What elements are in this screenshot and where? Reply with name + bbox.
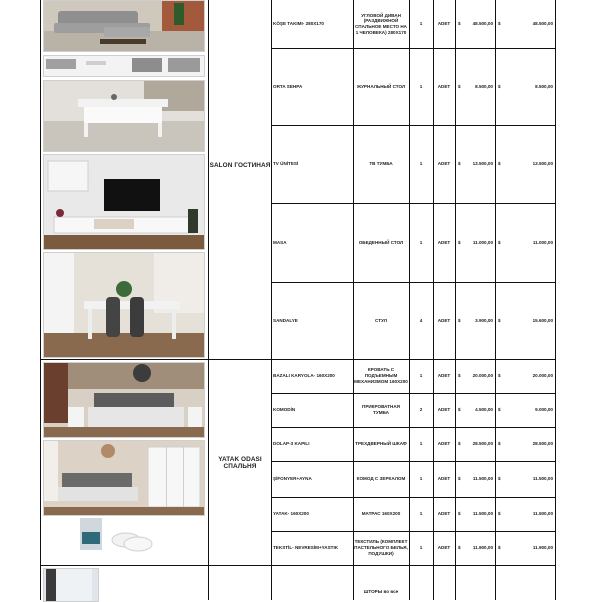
item-quantity: 1 xyxy=(419,83,423,89)
grid-line xyxy=(495,0,496,600)
unit-price: 11.000,00 xyxy=(472,239,493,245)
item-code: SANDALYE xyxy=(273,317,298,323)
item-quantity: 1 xyxy=(419,476,423,482)
unit-price: 48.500,00 xyxy=(472,21,493,27)
category-label: YATAK ODASI xyxy=(218,456,262,463)
total-currency: $ xyxy=(498,511,501,517)
price-currency: $ xyxy=(458,407,461,413)
item-description: ШТОРЫ во все xyxy=(363,589,399,595)
category-yatak xyxy=(209,448,271,478)
item-code: ORTA SEHPA xyxy=(273,83,303,89)
price-currency: $ xyxy=(458,373,461,379)
item-code: DOLAP-3 KAPILI xyxy=(273,441,310,447)
total-currency: $ xyxy=(498,545,501,551)
item-quantity: 2 xyxy=(419,407,423,413)
total-currency: $ xyxy=(498,441,501,447)
price-currency: $ xyxy=(458,21,461,27)
category-label: SALON ГОСТИНАЯ xyxy=(209,161,271,169)
item-description: ТРЕХДВЕРНЫЙ ШКАФ xyxy=(355,441,407,447)
item-description: ТЕКСТИЛЬ (КОМПЛЕКТ ПАСТЕЛЬНОГО БЕЛЬЯ, ПОДУШКИ) xyxy=(354,539,408,556)
item-description: ЖУРНАЛЬНЫЙ СТОЛ xyxy=(356,83,406,89)
item-description: УГЛОВОЙ ДИВАН (РАЗДВИЖНОЙ СПАЛЬНОЕ МЕСТО НА 1 ЧЕЛОВЕКА) 280Х170 xyxy=(354,12,408,35)
unit-price: 28.500,00 xyxy=(472,441,493,447)
unit-price: 11.900,00 xyxy=(472,545,493,551)
item-code: ŞİFONYER+AYNA xyxy=(273,476,312,482)
total-price: 8.500,00 xyxy=(535,83,553,89)
total-price: 9.000,00 xyxy=(535,407,553,413)
item-unit: ADET xyxy=(437,441,451,447)
tv-unit-photo xyxy=(43,154,205,250)
price-currency: $ xyxy=(458,476,461,482)
price-currency: $ xyxy=(458,83,461,89)
price-currency: $ xyxy=(458,441,461,447)
item-quantity: 1 xyxy=(419,239,423,245)
unit-price: 3.900,00 xyxy=(475,317,493,323)
grid-line xyxy=(40,565,556,566)
total-currency: $ xyxy=(498,476,501,482)
price-table xyxy=(40,0,556,600)
category-label: СПАЛЬНЯ xyxy=(223,463,257,470)
curtains-photo xyxy=(43,568,99,602)
item-quantity: 1 xyxy=(419,373,423,379)
item-unit: ADET xyxy=(437,161,451,167)
total-currency: $ xyxy=(498,161,501,167)
total-price: 28.500,00 xyxy=(532,441,553,447)
total-price: 11.500,00 xyxy=(532,476,553,482)
price-currency: $ xyxy=(458,317,461,323)
item-description: ТВ ТУМБА xyxy=(369,161,393,167)
item-unit: ADET xyxy=(437,83,451,89)
coffee-table-photo xyxy=(43,80,205,152)
item-quantity: 4 xyxy=(419,317,423,323)
unit-price: 13.500,00 xyxy=(472,161,493,167)
total-price: 11.500,00 xyxy=(532,511,553,517)
unit-price: 11.500,00 xyxy=(472,511,493,517)
item-description: ОБЕДЕННЫЙ СТОЛ xyxy=(358,239,404,245)
item-quantity: 1 xyxy=(419,511,423,517)
bedroom-photo xyxy=(43,362,205,438)
unit-price: 11.500,00 xyxy=(472,476,493,482)
total-currency: $ xyxy=(498,21,501,27)
item-unit: ADET xyxy=(437,511,451,517)
category-salon xyxy=(209,150,271,180)
item-unit: ADET xyxy=(437,476,451,482)
total-price: 15.600,00 xyxy=(532,317,553,323)
item-description: КОМОД С ЗЕРКАЛОМ xyxy=(356,476,406,482)
item-code: TV ÜNİTESİ xyxy=(273,161,299,167)
item-quantity: 1 xyxy=(419,161,423,167)
item-unit: ADET xyxy=(437,545,451,551)
total-currency: $ xyxy=(498,83,501,89)
price-currency: $ xyxy=(458,239,461,245)
item-code: TEKSTİL- NEVRESİM+YASTIK xyxy=(273,545,339,551)
unit-price: 20.000,00 xyxy=(472,373,493,379)
grid-line xyxy=(271,0,272,600)
sofa-variants-photo xyxy=(43,55,205,77)
bedding-photo xyxy=(80,518,154,560)
corner-sofa-photo xyxy=(43,0,205,52)
price-currency: $ xyxy=(458,545,461,551)
price-currency: $ xyxy=(458,511,461,517)
item-description: ПРИКРОВАТНАЯ ТУМБА xyxy=(362,404,400,415)
total-price: 11.000,00 xyxy=(532,239,553,245)
unit-price: 4.500,00 xyxy=(475,407,493,413)
total-currency: $ xyxy=(498,373,501,379)
item-description: МАТРАС 160Х200 xyxy=(361,511,401,517)
item-unit: ADET xyxy=(437,239,451,245)
item-unit: ADET xyxy=(437,407,451,413)
total-price: 48.500,00 xyxy=(532,21,553,27)
total-price: 13.500,00 xyxy=(532,161,553,167)
item-code: YATAK- 160X200 xyxy=(273,511,309,517)
total-currency: $ xyxy=(498,317,501,323)
item-code: MASA xyxy=(273,239,287,245)
item-unit: ADET xyxy=(437,317,451,323)
grid-line xyxy=(455,0,456,600)
item-description: СТУЛ xyxy=(375,317,387,323)
grid-line xyxy=(208,0,209,600)
item-code: BAZALI KARYOLA- 160X200 xyxy=(273,373,335,379)
dining-set-photo xyxy=(43,252,205,358)
wardrobe-photo xyxy=(43,440,205,516)
item-quantity: 1 xyxy=(419,441,423,447)
item-code: KÖŞE TAKIMI- 280X170 xyxy=(273,21,324,27)
grid-line xyxy=(555,0,556,600)
item-unit: ADET xyxy=(437,373,451,379)
price-currency: $ xyxy=(458,161,461,167)
total-price: 20.000,00 xyxy=(532,373,553,379)
unit-price: 8.500,00 xyxy=(475,83,493,89)
item-quantity: 1 xyxy=(419,545,423,551)
item-description: КРОВАТЬ С ПОДЪЕМНЫМ МЕХАНИЗМОМ 160Х200 xyxy=(354,367,408,384)
item-unit: ADET xyxy=(437,21,451,27)
total-price: 11.900,00 xyxy=(532,545,553,551)
item-quantity: 1 xyxy=(419,21,423,27)
total-currency: $ xyxy=(498,239,501,245)
item-code: KOMODİN xyxy=(273,407,296,413)
total-currency: $ xyxy=(498,407,501,413)
grid-line xyxy=(40,0,41,600)
